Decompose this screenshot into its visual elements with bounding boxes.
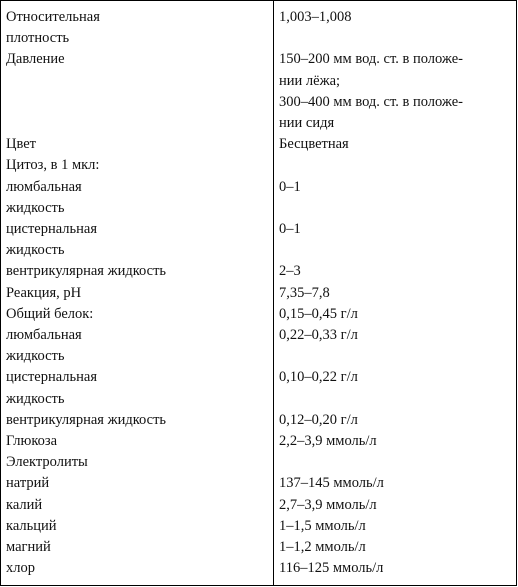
parameter-label: Цитоз, в 1 мкл: bbox=[6, 157, 100, 174]
parameter-value: нии лёжа; bbox=[279, 72, 341, 89]
parameter-label: Относительная bbox=[6, 9, 100, 25]
parameter-label: вентрикулярная жидкость bbox=[6, 263, 167, 280]
parameter-label: Электролиты bbox=[6, 454, 88, 471]
parameter-value: 1,003–1,008 bbox=[279, 9, 352, 25]
parameter-value: нии сидя bbox=[279, 115, 335, 131]
parameter-label: жидкость bbox=[6, 390, 65, 407]
parameter-value: 2,7–3,9 ммоль/л bbox=[279, 496, 377, 513]
parameter-label: магний bbox=[6, 539, 51, 555]
parameter-value: 150–200 мм вод. ст. в положе- bbox=[279, 51, 463, 68]
parameter-value: 0,10–0,22 г/л bbox=[279, 369, 358, 386]
parameter-label: Цвет bbox=[6, 136, 37, 153]
parameter-value: 0,15–0,45 г/л bbox=[279, 305, 358, 322]
parameter-label: люмбальная bbox=[6, 178, 82, 195]
parameter-value: 137–145 ммоль/л bbox=[279, 475, 384, 492]
parameter-label: жидкость bbox=[6, 242, 65, 259]
parameter-label: хлор bbox=[6, 560, 35, 577]
parameter-value: 300–400 мм вод. ст. в положе- bbox=[279, 93, 463, 110]
parameter-value: 2–3 bbox=[279, 263, 301, 280]
parameter-value: 0–1 bbox=[279, 221, 301, 237]
parameter-label: Общий белок: bbox=[6, 305, 94, 322]
parameter-value: 0,12–0,20 г/л bbox=[279, 411, 358, 428]
parameter-value: 116–125 ммоль/л bbox=[279, 560, 384, 577]
parameter-label: люмбальная bbox=[6, 327, 82, 343]
parameter-label: жидкость bbox=[6, 348, 65, 365]
parameter-value: 1–1,5 ммоль/л bbox=[279, 517, 366, 534]
parameter-label: калий bbox=[6, 496, 43, 513]
parameter-value: 0,22–0,33 г/л bbox=[279, 327, 358, 343]
parameter-value: 7,35–7,8 bbox=[279, 284, 330, 301]
parameter-label: вентрикулярная жидкость bbox=[6, 411, 167, 428]
parameter-label: цистернальная bbox=[6, 369, 98, 386]
parameter-label: Реакция, pH bbox=[6, 284, 82, 301]
parameter-label: жидкость bbox=[6, 199, 65, 216]
parameter-label: натрий bbox=[6, 475, 50, 492]
parameter-label: Глюкоза bbox=[6, 433, 58, 449]
parameter-value: Бесцветная bbox=[279, 136, 349, 153]
parameter-value: 0–1 bbox=[279, 178, 301, 195]
parameter-value: 1–1,2 ммоль/л bbox=[279, 539, 366, 555]
parameter-value: 2,2–3,9 ммоль/л bbox=[279, 433, 377, 449]
parameter-label: Давление bbox=[6, 51, 65, 68]
parameter-label: плотность bbox=[6, 30, 70, 47]
parameter-label: кальций bbox=[6, 517, 57, 534]
column-divider bbox=[273, 1, 274, 585]
parameter-label: цистернальная bbox=[6, 221, 98, 237]
